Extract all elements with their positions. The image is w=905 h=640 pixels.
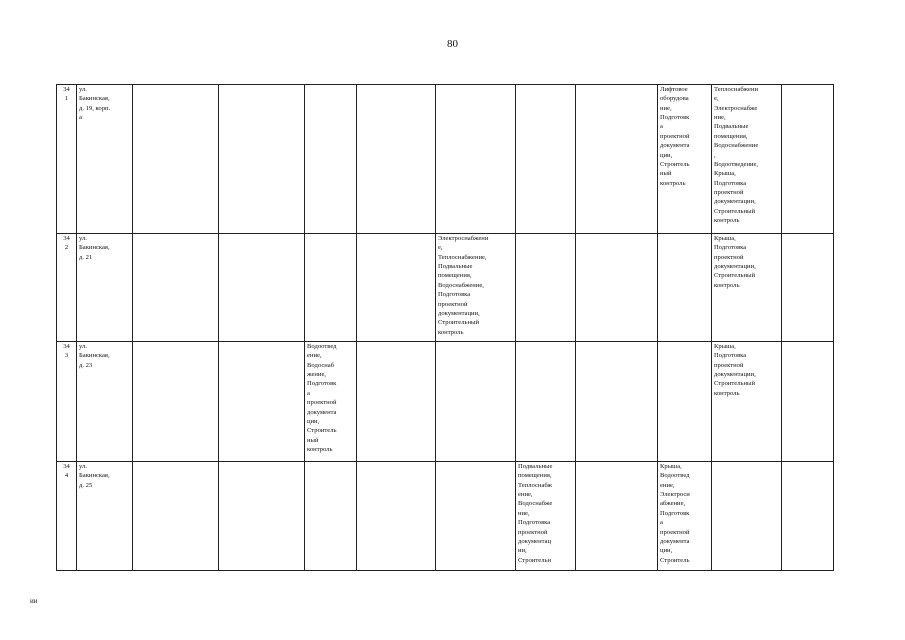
empty-cell [305, 462, 357, 571]
work-types-cell: Теплоснабжени е, Электроснабже ние, Подвальные помещения, Водоснабжение , Водоотведение, Крыша, Подготовка проектной документации, Строительный контроль [712, 85, 782, 234]
work-types-cell: Электроснабжени е, Теплоснабжение, Подвальные помещения, Водоснабжение, Подготовка проектной документации, Строительный контроль [436, 234, 516, 342]
empty-cell [133, 462, 219, 571]
address-cell: ул. Бакинская, д. 23 [77, 342, 133, 462]
empty-cell [219, 462, 305, 571]
empty-cell [436, 342, 516, 462]
empty-cell [219, 234, 305, 342]
work-types-cell: Водоотвед ение, Водоснаб жение, Подготовк а проектной документа ции, Строитель ный контроль [305, 342, 357, 462]
empty-cell [357, 342, 436, 462]
empty-cell [576, 462, 658, 571]
footer-text: ии [30, 597, 38, 605]
empty-cell [357, 85, 436, 234]
address-cell: ул. Бакинская, д. 21 [77, 234, 133, 342]
table-row [57, 234, 834, 342]
empty-cell [305, 234, 357, 342]
address-cell: ул. Бакинская, д. 25 [77, 462, 133, 571]
page-number: 80 [447, 38, 458, 50]
empty-cell [576, 85, 658, 234]
empty-cell [782, 234, 834, 342]
empty-cell [133, 234, 219, 342]
empty-cell [357, 234, 436, 342]
row-number: 34 3 [57, 342, 77, 462]
table-row [57, 342, 834, 462]
empty-cell [516, 234, 576, 342]
empty-cell [576, 234, 658, 342]
empty-cell [133, 342, 219, 462]
empty-cell [436, 85, 516, 234]
empty-cell [782, 462, 834, 571]
empty-cell [357, 462, 436, 571]
repair-plan-table [56, 84, 834, 571]
empty-cell [658, 234, 712, 342]
table-row [57, 462, 834, 571]
empty-cell [516, 342, 576, 462]
table-row [57, 85, 834, 234]
empty-cell [219, 85, 305, 234]
empty-cell [436, 462, 516, 571]
empty-cell [782, 342, 834, 462]
empty-cell [516, 85, 576, 234]
empty-cell [782, 85, 834, 234]
work-types-cell: Лифтовое оборудова ние, Подготовк а проектной документа ции, Строитель ный контроль [658, 85, 712, 234]
row-number: 34 1 [57, 85, 77, 234]
empty-cell [576, 342, 658, 462]
work-types-cell: Крыша, Подготовка проектной документации, Строительный контроль [712, 234, 782, 342]
row-number: 34 2 [57, 234, 77, 342]
row-number: 34 4 [57, 462, 77, 571]
work-types-cell: Крыша, Водоотвед ение, Электроси абжение, Подготовк а проектной документа ции, Строитель [658, 462, 712, 571]
empty-cell [658, 342, 712, 462]
empty-cell [712, 462, 782, 571]
empty-cell [133, 85, 219, 234]
empty-cell [305, 85, 357, 234]
empty-cell [219, 342, 305, 462]
work-types-cell: Крыша, Подготовка проектной документации, Строительный контроль [712, 342, 782, 462]
work-types-cell: Подвальные помещения, Теплоснабж ение, Водоснабже ние, Подготовка проектной документац ии, Строительн [516, 462, 576, 571]
address-cell: ул. Бакинская, д. 19, корп. а [77, 85, 133, 234]
